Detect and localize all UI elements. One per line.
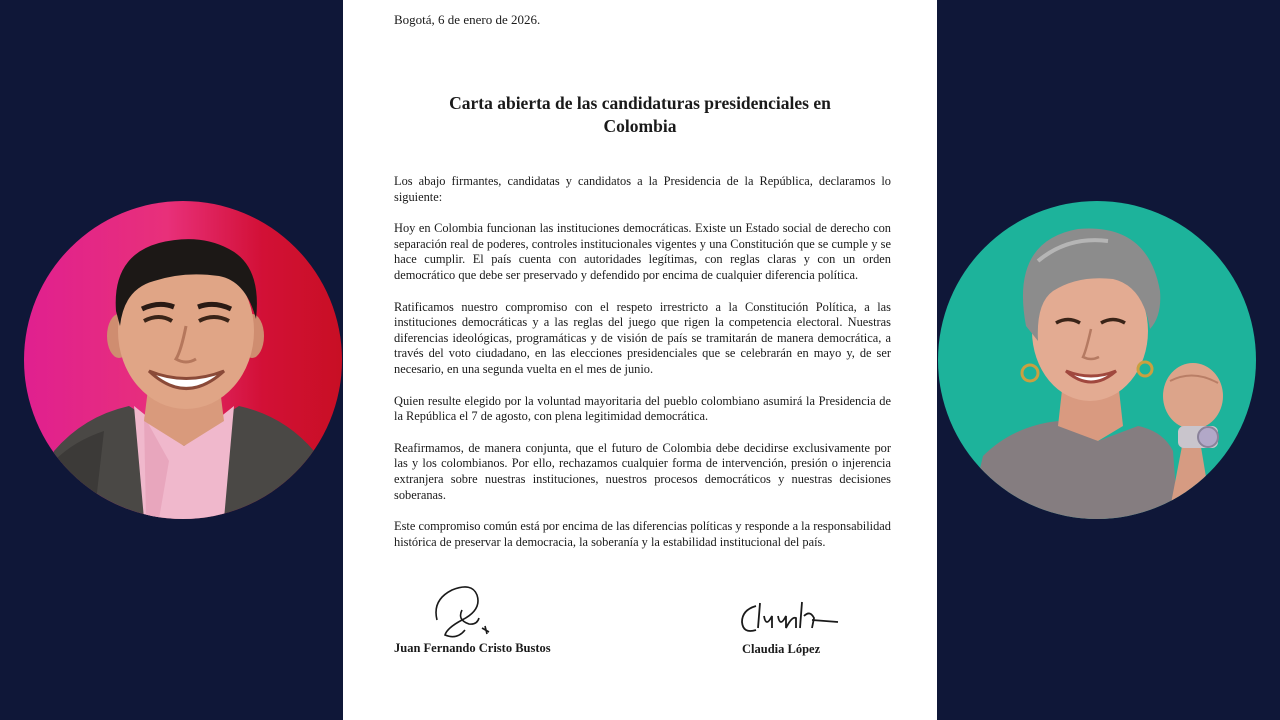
letter-body	[394, 174, 891, 566]
portrait-claudia-lopez	[938, 201, 1256, 519]
letter-title	[383, 92, 897, 138]
open-letter	[343, 0, 937, 720]
signatory-name-right: Claudia López	[742, 642, 821, 656]
signature-claudia-lopez	[738, 598, 848, 638]
letter-paragraph: Hoy en Colombia funcionan las instituciones democráticas. Existe un Estado social de derecho con separación real de poderes, controles institucionales vigentes y una Constitución que se cumple y se hace cumplir. El país cuenta con autoridades legítimas, con reglas claras y con un orden democrático que debe ser preservado y defendido por encima de cualquier diferencia política.	[394, 221, 891, 282]
signatory-name-left: Juan Fernando Cristo Bustos	[394, 641, 551, 655]
portrait-woman-illustration	[938, 201, 1256, 519]
portrait-man-illustration	[24, 201, 342, 519]
letter-date: Bogotá, 6 de enero de 2026.	[394, 12, 541, 27]
letter-title-line-2: Colombia	[603, 116, 677, 136]
letter-paragraph: Este compromiso común está por encima de las diferencias políticas y responde a la responsabilidad histórica de preservar la democracia, la soberanía y la estabilidad institucional del país.	[394, 519, 891, 549]
letter-paragraph: Los abajo firmantes, candidatas y candidatos a la Presidencia de la República, declaramos lo siguiente:	[394, 174, 891, 204]
signature-juan-fernando-cristo	[427, 580, 497, 642]
letter-paragraph: Quien resulte elegido por la voluntad mayoritaria del pueblo colombiano asumirá la Presidencia de la República el 7 de agosto, con plena legitimidad democrática.	[394, 393, 891, 424]
portrait-juan-fernando-cristo	[24, 201, 342, 519]
letter-paragraph: Reafirmamos, de manera conjunta, que el futuro de Colombia debe decidirse exclusivamente por las y los colombianos. Por ello, rechazamos cualquier forma de intervención, presión o injerencia extranjera sobre nuestras instituciones, nuestros procesos democráticos y nuestras decisiones soberanas.	[394, 440, 891, 502]
letter-title-line-1: Carta abierta de las candidaturas presidenciales en	[449, 93, 831, 113]
letter-paragraph: Ratificamos nuestro compromiso con el respeto irrestricto a la Constitución Política, a las instituciones democráticas y a las reglas del juego que rigen la competencia electoral. Nuestras diferencias ideológicas, programáticas y de visión de país se tramitarán de manera democrática, a través del voto ciudadano, en las elecciones presidenciales que se celebrarán en mayo y, de ser necesario, en una segunda vuelta en el mes de junio.	[394, 299, 891, 376]
